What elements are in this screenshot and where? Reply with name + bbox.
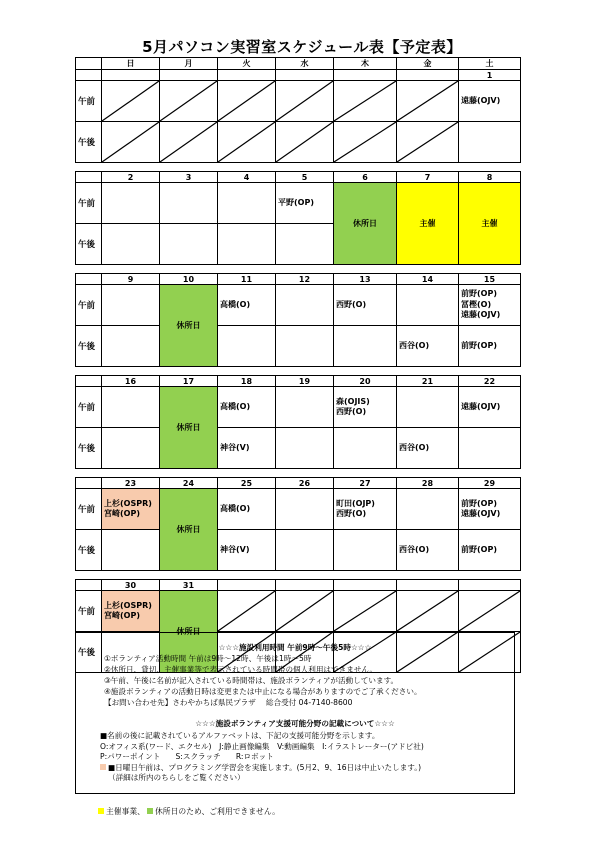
pm-slot	[334, 326, 397, 367]
date-number: 7	[397, 172, 459, 183]
date-number: 30	[102, 580, 160, 591]
am-slot	[397, 489, 459, 530]
am-slot	[459, 591, 521, 632]
pm-slot	[334, 530, 397, 571]
date-number: 22	[459, 376, 521, 387]
note-line: ①ボランティア活動時間 午前は9時～12時、午後は1時～5時	[104, 654, 312, 663]
week-gap	[76, 163, 521, 172]
note-line: ■名前の後に記載されているアルファベットは、下記の支援可能分野を示します。	[100, 731, 380, 740]
am-slot	[397, 387, 459, 428]
note-line: ③午前、午後に名前が記入されている時間帯は、施設ボランティアが活動しています。	[104, 676, 399, 685]
date-number: 16	[102, 376, 160, 387]
unavailable-diagonal	[102, 122, 159, 162]
slot-label-am: 午前	[76, 591, 102, 632]
sponsor-event-cell: 主催	[459, 183, 521, 265]
unavailable-diagonal	[102, 81, 159, 121]
am-slot	[160, 81, 218, 122]
date-number: 19	[276, 376, 334, 387]
support-fields-heading: ☆☆☆施設ボランティア支援可能分野の記載について☆☆☆	[195, 719, 395, 728]
volunteer-entry: 遠藤(OJV)	[461, 509, 501, 518]
am-slot	[102, 591, 160, 632]
pm-slot	[397, 530, 459, 571]
am-row	[76, 387, 521, 428]
am-slot	[276, 591, 334, 632]
volunteer-entry: 冨樫(O)	[461, 299, 492, 309]
date-number: 2	[102, 172, 160, 183]
date-number: 5	[276, 172, 334, 183]
pm-slot	[397, 122, 459, 163]
weekday-header: 日	[102, 58, 160, 70]
am-slot	[334, 489, 397, 530]
programming-note: ■日曜日午前は、プログラミング学習会を実施します。(5月2、9、16日は中止いたします。)	[76, 763, 514, 774]
date-number: 3	[160, 172, 218, 183]
am-row	[76, 183, 521, 224]
slot-label-pm: 午後	[76, 428, 102, 469]
date-row	[76, 376, 521, 387]
orange-square-icon	[100, 764, 106, 770]
green-square-icon	[147, 808, 153, 814]
closed-day-cell: 休所日	[160, 285, 218, 367]
unavailable-diagonal	[218, 81, 275, 121]
am-slot	[334, 285, 397, 326]
weekday-header: 火	[218, 58, 276, 70]
unavailable-diagonal	[334, 81, 396, 121]
slot-label-am: 午前	[76, 489, 102, 530]
volunteer-entry: 西野(O)	[336, 299, 367, 309]
volunteer-entry: 上杉(OSPR)	[104, 600, 152, 610]
am-slot	[102, 285, 160, 326]
am-row	[76, 81, 521, 122]
date-number	[276, 70, 334, 81]
unavailable-diagonal	[218, 122, 275, 162]
weekday-header: 土	[459, 58, 521, 70]
date-number	[334, 70, 397, 81]
am-slot	[459, 387, 521, 428]
date-number: 11	[218, 274, 276, 285]
schedule-calendar	[75, 57, 521, 673]
closed-day-cell: 休所日	[160, 387, 218, 469]
closed-day-cell: 休所日	[160, 489, 218, 571]
volunteer-entry: 平野(OP)	[278, 197, 314, 207]
date-number	[160, 70, 218, 81]
am-slot	[102, 387, 160, 428]
date-number: 4	[218, 172, 276, 183]
pm-row	[76, 530, 521, 571]
volunteer-entry: 西谷(O)	[399, 544, 430, 554]
pm-slot	[102, 122, 160, 163]
am-slot	[397, 285, 459, 326]
date-number: 15	[459, 274, 521, 285]
week-gap-cell	[76, 265, 521, 274]
slot-label-pm: 午後	[76, 326, 102, 367]
pm-slot	[459, 530, 521, 571]
week-gap-cell	[76, 163, 521, 172]
am-slot	[334, 591, 397, 632]
am-slot	[102, 489, 160, 530]
note-line: O:オフィス系(ワード、エクセル) J:静止画像編集 V:動画編集 I:イラストレーター(アドビ社)	[100, 741, 424, 751]
pm-slot	[102, 530, 160, 571]
unavailable-diagonal	[397, 81, 458, 121]
am-slot	[334, 81, 397, 122]
volunteer-entry: 遠藤(OJV)	[461, 310, 501, 320]
pm-slot	[218, 122, 276, 163]
usage-hours-heading: ☆☆☆施設利用時間 午前9時～午後5時☆☆☆	[218, 643, 372, 652]
date-number: 6	[334, 172, 397, 183]
volunteer-entry: 上杉(OSPR)	[104, 498, 152, 508]
am-slot	[397, 591, 459, 632]
week-gap	[76, 469, 521, 478]
pm-slot	[218, 428, 276, 469]
pm-slot	[218, 326, 276, 367]
volunteer-entry: 遠藤(OJV)	[461, 401, 501, 411]
date-number	[397, 70, 459, 81]
pm-slot	[459, 122, 521, 163]
slot-label-pm: 午後	[76, 122, 102, 163]
pm-slot	[218, 530, 276, 571]
week-gap-cell	[76, 571, 521, 580]
date-number: 14	[397, 274, 459, 285]
slot-label-am: 午前	[76, 183, 102, 224]
unavailable-diagonal	[334, 591, 396, 631]
note-line: P:パワーポイント S:スクラッチ R:ロボット	[100, 752, 274, 761]
volunteer-entry: 前野(OP)	[461, 289, 497, 299]
pm-slot	[276, 530, 334, 571]
am-slot	[276, 81, 334, 122]
am-slot	[459, 81, 521, 122]
page-title: 5月パソコン実習室スケジュール表【予定表】	[142, 38, 462, 56]
closed-day-cell: 休所日	[160, 591, 218, 673]
date-number: 1	[459, 70, 521, 81]
pm-slot	[276, 326, 334, 367]
pm-row	[76, 326, 521, 367]
unavailable-diagonal	[276, 591, 333, 631]
am-slot	[397, 81, 459, 122]
unavailable-diagonal	[397, 591, 458, 631]
legend-sponsor: 主催事業、	[106, 807, 145, 816]
date-number: 18	[218, 376, 276, 387]
note-line: （詳細は所内のちらしをご覧ください）	[108, 773, 245, 782]
yellow-square-icon	[98, 808, 104, 814]
date-number: 31	[160, 580, 218, 591]
am-slot	[276, 285, 334, 326]
am-slot	[276, 489, 334, 530]
date-number	[397, 580, 459, 591]
pm-slot	[102, 428, 160, 469]
am-slot	[102, 81, 160, 122]
corner-cell	[76, 58, 102, 70]
date-number: 28	[397, 478, 459, 489]
slot-label-am: 午前	[76, 81, 102, 122]
pm-row	[76, 428, 521, 469]
date-number: 23	[102, 478, 160, 489]
notes-box	[75, 632, 515, 794]
volunteer-entry: 高橋(O)	[220, 503, 251, 513]
slot-label-am: 午前	[76, 387, 102, 428]
volunteer-entry: 西谷(O)	[399, 442, 430, 452]
unavailable-diagonal	[160, 122, 217, 162]
pm-row	[76, 122, 521, 163]
date-number: 24	[160, 478, 218, 489]
legend-closed: 休所日のため、ご利用できません。	[154, 807, 280, 816]
volunteer-entry: 高橋(O)	[220, 299, 251, 309]
date-label-cell	[76, 478, 102, 489]
date-label-cell	[76, 274, 102, 285]
volunteer-entry: 遠藤(OJV)	[461, 95, 501, 105]
contact-line: 【お問い合わせ先】さわやかちば県民プラザ 総合受付 04-7140-8600	[104, 698, 353, 707]
closed-day-cell: 休所日	[334, 183, 397, 265]
pm-slot	[160, 224, 218, 265]
unavailable-diagonal	[218, 591, 275, 631]
pm-slot	[102, 224, 160, 265]
date-number	[334, 580, 397, 591]
volunteer-entry: 前野(OP)	[461, 544, 497, 554]
date-number: 10	[160, 274, 218, 285]
am-row	[76, 285, 521, 326]
weekday-header: 月	[160, 58, 218, 70]
am-row	[76, 489, 521, 530]
color-legend	[98, 806, 280, 817]
volunteer-entry: 西谷(O)	[399, 340, 430, 350]
slot-label-pm: 午後	[76, 632, 102, 673]
week-gap-cell	[76, 367, 521, 376]
am-slot	[160, 183, 218, 224]
volunteer-entry: 神谷(V)	[220, 442, 250, 452]
am-slot	[218, 81, 276, 122]
pm-slot	[334, 428, 397, 469]
am-row	[76, 591, 521, 632]
volunteer-entry: 西野(O)	[336, 407, 367, 416]
am-slot	[218, 387, 276, 428]
date-number: 21	[397, 376, 459, 387]
date-number: 20	[334, 376, 397, 387]
unavailable-diagonal	[276, 122, 333, 162]
am-slot	[459, 285, 521, 326]
date-number: 8	[459, 172, 521, 183]
date-number: 26	[276, 478, 334, 489]
am-slot	[218, 183, 276, 224]
date-row	[76, 70, 521, 81]
week-gap	[76, 367, 521, 376]
week-gap	[76, 265, 521, 274]
unavailable-diagonal	[397, 122, 458, 162]
weekday-header-row	[76, 58, 521, 70]
am-slot	[276, 387, 334, 428]
date-label-cell	[76, 376, 102, 387]
date-row	[76, 580, 521, 591]
volunteer-entry: 前野(OP)	[461, 498, 497, 508]
pm-slot	[397, 326, 459, 367]
date-number: 17	[160, 376, 218, 387]
date-number: 13	[334, 274, 397, 285]
unavailable-diagonal	[459, 591, 520, 631]
volunteer-entry: 町田(OJP)	[336, 498, 375, 508]
date-number: 29	[459, 478, 521, 489]
am-slot	[218, 285, 276, 326]
pm-slot	[160, 122, 218, 163]
slot-label-pm: 午後	[76, 224, 102, 265]
am-slot	[334, 387, 397, 428]
unavailable-diagonal	[160, 81, 217, 121]
unavailable-diagonal	[276, 81, 333, 121]
weekday-header: 金	[397, 58, 459, 70]
date-number: 27	[334, 478, 397, 489]
pm-slot	[102, 326, 160, 367]
am-slot	[276, 183, 334, 224]
week-gap	[76, 571, 521, 580]
am-slot	[102, 183, 160, 224]
date-number: 9	[102, 274, 160, 285]
week-gap-cell	[76, 469, 521, 478]
sponsor-event-cell: 主催	[397, 183, 459, 265]
volunteer-entry: 前野(OP)	[461, 340, 497, 350]
date-number	[218, 70, 276, 81]
unavailable-diagonal	[334, 122, 396, 162]
pm-slot	[334, 122, 397, 163]
pm-slot	[459, 326, 521, 367]
date-number	[276, 580, 334, 591]
volunteer-entry: 神谷(V)	[220, 544, 250, 554]
date-number: 12	[276, 274, 334, 285]
am-slot	[459, 489, 521, 530]
pm-slot	[276, 122, 334, 163]
pm-slot	[218, 224, 276, 265]
note-line: ②休所日、貸切、主催事業等で表示されている時間帯の個人利用はできません。	[104, 665, 378, 674]
date-row	[76, 274, 521, 285]
am-slot	[218, 591, 276, 632]
slot-label-pm: 午後	[76, 530, 102, 571]
slot-label-am: 午前	[76, 285, 102, 326]
weekday-header: 水	[276, 58, 334, 70]
date-number	[218, 580, 276, 591]
date-number	[459, 580, 521, 591]
volunteer-entry: 森(OJIS)	[336, 396, 370, 406]
note-line: ④施設ボランティアの活動日時は変更または中止になる場合がありますのでご了承ください。	[104, 687, 422, 696]
weekday-header: 木	[334, 58, 397, 70]
date-number: 25	[218, 478, 276, 489]
am-slot	[218, 489, 276, 530]
volunteer-entry: 高橋(O)	[220, 401, 251, 411]
date-row	[76, 478, 521, 489]
volunteer-entry: 宮崎(OP)	[104, 611, 140, 620]
date-label-cell	[76, 70, 102, 81]
volunteer-entry: 西野(O)	[336, 509, 367, 518]
pm-slot	[459, 428, 521, 469]
date-label-cell	[76, 580, 102, 591]
volunteer-entry: 宮崎(OP)	[104, 509, 140, 518]
pm-slot	[276, 224, 334, 265]
date-row	[76, 172, 521, 183]
pm-slot	[276, 428, 334, 469]
pm-slot	[397, 428, 459, 469]
date-label-cell	[76, 172, 102, 183]
date-number	[102, 70, 160, 81]
